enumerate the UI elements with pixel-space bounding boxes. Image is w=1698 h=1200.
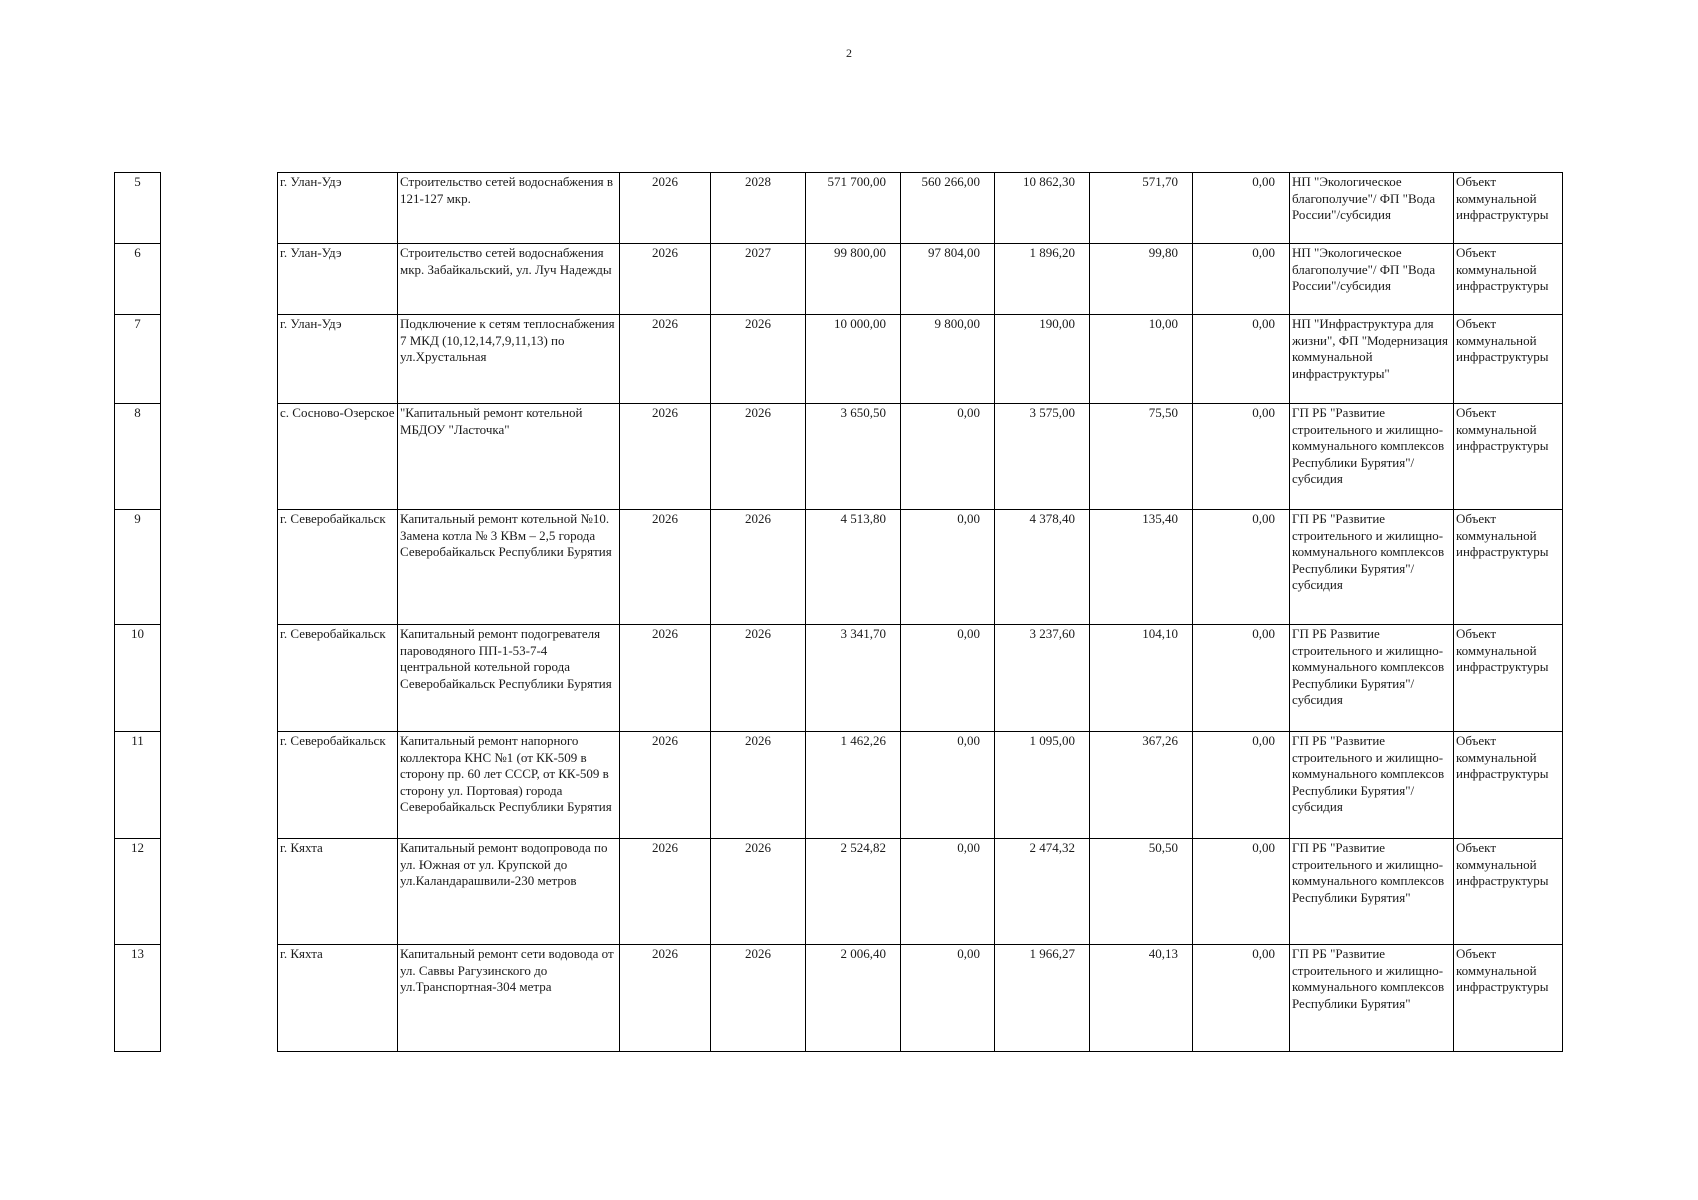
cell-end-year: 2026: [711, 510, 806, 625]
table-row: [115, 625, 1563, 732]
cell-start-year: 2026: [620, 510, 711, 625]
cell-total: 10 000,00: [806, 315, 901, 404]
cell-other: 0,00: [1193, 732, 1290, 839]
cell-other: 0,00: [1193, 510, 1290, 625]
cell-regional: 2 474,32: [995, 839, 1090, 945]
page-number: 2: [846, 46, 852, 60]
cell-regional: 1 896,20: [995, 244, 1090, 315]
cell-end-year: 2027: [711, 244, 806, 315]
cell-end-year: 2026: [711, 732, 806, 839]
cell-total: 3 650,50: [806, 404, 901, 510]
cell-number: 12: [115, 839, 161, 945]
table-row: [115, 404, 1563, 510]
cell-program: ГП РБ "Развитие строительного и жилищно-коммунального комплексов Республики Бурятия"/субсидия: [1290, 404, 1454, 510]
table-row: [115, 839, 1563, 945]
cell-object-name: Строительство сетей водоснабжения в 121-127 мкр.: [398, 173, 620, 244]
cell-place: г. Северобайкальск: [278, 625, 398, 732]
cell-local: 10,00: [1090, 315, 1193, 404]
cell-federal: 560 266,00: [901, 173, 995, 244]
cell-object-name: Подключение к сетям теплоснабжения 7 МКД (10,12,14,7,9,11,13) по ул.Хрустальная: [398, 315, 620, 404]
cell-number: 5: [115, 173, 161, 244]
cell-start-year: 2026: [620, 404, 711, 510]
cell-federal: 0,00: [901, 404, 995, 510]
cell-program: ГП РБ "Развитие строительного и жилищно-коммунального комплексов Республики Бурятия"/субсидия: [1290, 510, 1454, 625]
cell-object-type: Объект коммунальной инфраструктуры: [1454, 945, 1563, 1052]
cell-federal: 97 804,00: [901, 244, 995, 315]
cell-start-year: 2026: [620, 732, 711, 839]
cell-total: 2 524,82: [806, 839, 901, 945]
cell-place: г. Северобайкальск: [278, 732, 398, 839]
objects-table: [114, 172, 1563, 1052]
cell-regional: 10 862,30: [995, 173, 1090, 244]
cell-local: 367,26: [1090, 732, 1193, 839]
cell-local: 571,70: [1090, 173, 1193, 244]
cell-end-year: 2028: [711, 173, 806, 244]
cell-program: НП "Инфраструктура для жизни", ФП "Модернизация коммунальной инфраструктуры": [1290, 315, 1454, 404]
cell-end-year: 2026: [711, 839, 806, 945]
cell-federal: 9 800,00: [901, 315, 995, 404]
cell-object-name: Капитальный ремонт водопровода по ул. Южная от ул. Крупской до ул.Каландарашвили-230 метров: [398, 839, 620, 945]
cell-place: г. Северобайкальск: [278, 510, 398, 625]
cell-federal: 0,00: [901, 625, 995, 732]
cell-place: г. Улан-Удэ: [278, 315, 398, 404]
cell-federal: 0,00: [901, 945, 995, 1052]
cell-regional: 3 575,00: [995, 404, 1090, 510]
cell-end-year: 2026: [711, 404, 806, 510]
cell-local: 135,40: [1090, 510, 1193, 625]
cell-program: ГП РБ "Развитие строительного и жилищно-коммунального комплексов Республики Бурятия"/субсидия: [1290, 732, 1454, 839]
cell-spacer: [161, 732, 278, 839]
cell-place: г. Улан-Удэ: [278, 173, 398, 244]
cell-total: 1 462,26: [806, 732, 901, 839]
cell-other: 0,00: [1193, 625, 1290, 732]
cell-regional: 190,00: [995, 315, 1090, 404]
cell-spacer: [161, 404, 278, 510]
cell-total: 3 341,70: [806, 625, 901, 732]
cell-local: 40,13: [1090, 945, 1193, 1052]
cell-object-type: Объект коммунальной инфраструктуры: [1454, 510, 1563, 625]
cell-total: 2 006,40: [806, 945, 901, 1052]
cell-spacer: [161, 839, 278, 945]
cell-other: 0,00: [1193, 404, 1290, 510]
cell-total: 571 700,00: [806, 173, 901, 244]
cell-object-name: "Капитальный ремонт котельной МБДОУ "Ласточка": [398, 404, 620, 510]
table-row: [115, 173, 1563, 244]
cell-object-type: Объект коммунальной инфраструктуры: [1454, 839, 1563, 945]
cell-total: 99 800,00: [806, 244, 901, 315]
cell-program: ГП РБ Развитие строительного и жилищно-коммунального комплексов Республики Бурятия"/субсидия: [1290, 625, 1454, 732]
cell-local: 50,50: [1090, 839, 1193, 945]
cell-start-year: 2026: [620, 625, 711, 732]
cell-other: 0,00: [1193, 315, 1290, 404]
cell-object-type: Объект коммунальной инфраструктуры: [1454, 244, 1563, 315]
cell-place: г. Кяхта: [278, 839, 398, 945]
cell-number: 11: [115, 732, 161, 839]
cell-federal: 0,00: [901, 732, 995, 839]
cell-other: 0,00: [1193, 244, 1290, 315]
cell-object-type: Объект коммунальной инфраструктуры: [1454, 732, 1563, 839]
cell-regional: 1 966,27: [995, 945, 1090, 1052]
cell-object-name: Капитальный ремонт подогревателя пароводяного ПП-1-53-7-4 центральной котельной города Северобайкальск Республики Бурятия: [398, 625, 620, 732]
cell-start-year: 2026: [620, 839, 711, 945]
table-row: [115, 510, 1563, 625]
table-row: [115, 315, 1563, 404]
cell-local: 104,10: [1090, 625, 1193, 732]
cell-federal: 0,00: [901, 839, 995, 945]
cell-object-type: Объект коммунальной инфраструктуры: [1454, 404, 1563, 510]
cell-total: 4 513,80: [806, 510, 901, 625]
cell-place: г. Улан-Удэ: [278, 244, 398, 315]
cell-regional: 1 095,00: [995, 732, 1090, 839]
cell-end-year: 2026: [711, 315, 806, 404]
cell-place: с. Сосново-Озерское: [278, 404, 398, 510]
table-row: [115, 732, 1563, 839]
cell-object-name: Капитальный ремонт напорного коллектора КНС №1 (от КК-509 в сторону пр. 60 лет СССР, от КК-509 в сторону ул. Портовая) города Северобайкальск Республики Бурятия: [398, 732, 620, 839]
cell-program: ГП РБ "Развитие строительного и жилищно-коммунального комплексов Республики Бурятия": [1290, 839, 1454, 945]
cell-spacer: [161, 945, 278, 1052]
cell-local: 75,50: [1090, 404, 1193, 510]
cell-end-year: 2026: [711, 945, 806, 1052]
cell-other: 0,00: [1193, 173, 1290, 244]
cell-start-year: 2026: [620, 244, 711, 315]
cell-number: 8: [115, 404, 161, 510]
cell-start-year: 2026: [620, 945, 711, 1052]
cell-regional: 3 237,60: [995, 625, 1090, 732]
cell-other: 0,00: [1193, 945, 1290, 1052]
cell-object-type: Объект коммунальной инфраструктуры: [1454, 625, 1563, 732]
cell-object-type: Объект коммунальной инфраструктуры: [1454, 173, 1563, 244]
cell-start-year: 2026: [620, 173, 711, 244]
cell-object-name: Капитальный ремонт сети водовода от ул. Саввы Рагузинского до ул.Транспортная-304 метра: [398, 945, 620, 1052]
table-row: [115, 945, 1563, 1052]
cell-number: 13: [115, 945, 161, 1052]
cell-spacer: [161, 173, 278, 244]
table-row: [115, 244, 1563, 315]
cell-spacer: [161, 625, 278, 732]
cell-number: 6: [115, 244, 161, 315]
cell-start-year: 2026: [620, 315, 711, 404]
cell-object-name: Капитальный ремонт котельной №10. Замена котла № 3 КВм – 2,5 города Северобайкальск Республики Бурятия: [398, 510, 620, 625]
cell-spacer: [161, 510, 278, 625]
cell-spacer: [161, 315, 278, 404]
cell-number: 10: [115, 625, 161, 732]
cell-spacer: [161, 244, 278, 315]
cell-other: 0,00: [1193, 839, 1290, 945]
cell-end-year: 2026: [711, 625, 806, 732]
cell-federal: 0,00: [901, 510, 995, 625]
cell-local: 99,80: [1090, 244, 1193, 315]
cell-number: 9: [115, 510, 161, 625]
cell-object-type: Объект коммунальной инфраструктуры: [1454, 315, 1563, 404]
cell-program: НП "Экологическое благополучие"/ ФП "Вода России"/субсидия: [1290, 244, 1454, 315]
cell-number: 7: [115, 315, 161, 404]
cell-program: НП "Экологическое благополучие"/ ФП "Вода России"/субсидия: [1290, 173, 1454, 244]
cell-program: ГП РБ "Развитие строительного и жилищно-коммунального комплексов Республики Бурятия": [1290, 945, 1454, 1052]
cell-regional: 4 378,40: [995, 510, 1090, 625]
cell-place: г. Кяхта: [278, 945, 398, 1052]
cell-object-name: Строительство сетей водоснабжения мкр. Забайкальский, ул. Луч Надежды: [398, 244, 620, 315]
